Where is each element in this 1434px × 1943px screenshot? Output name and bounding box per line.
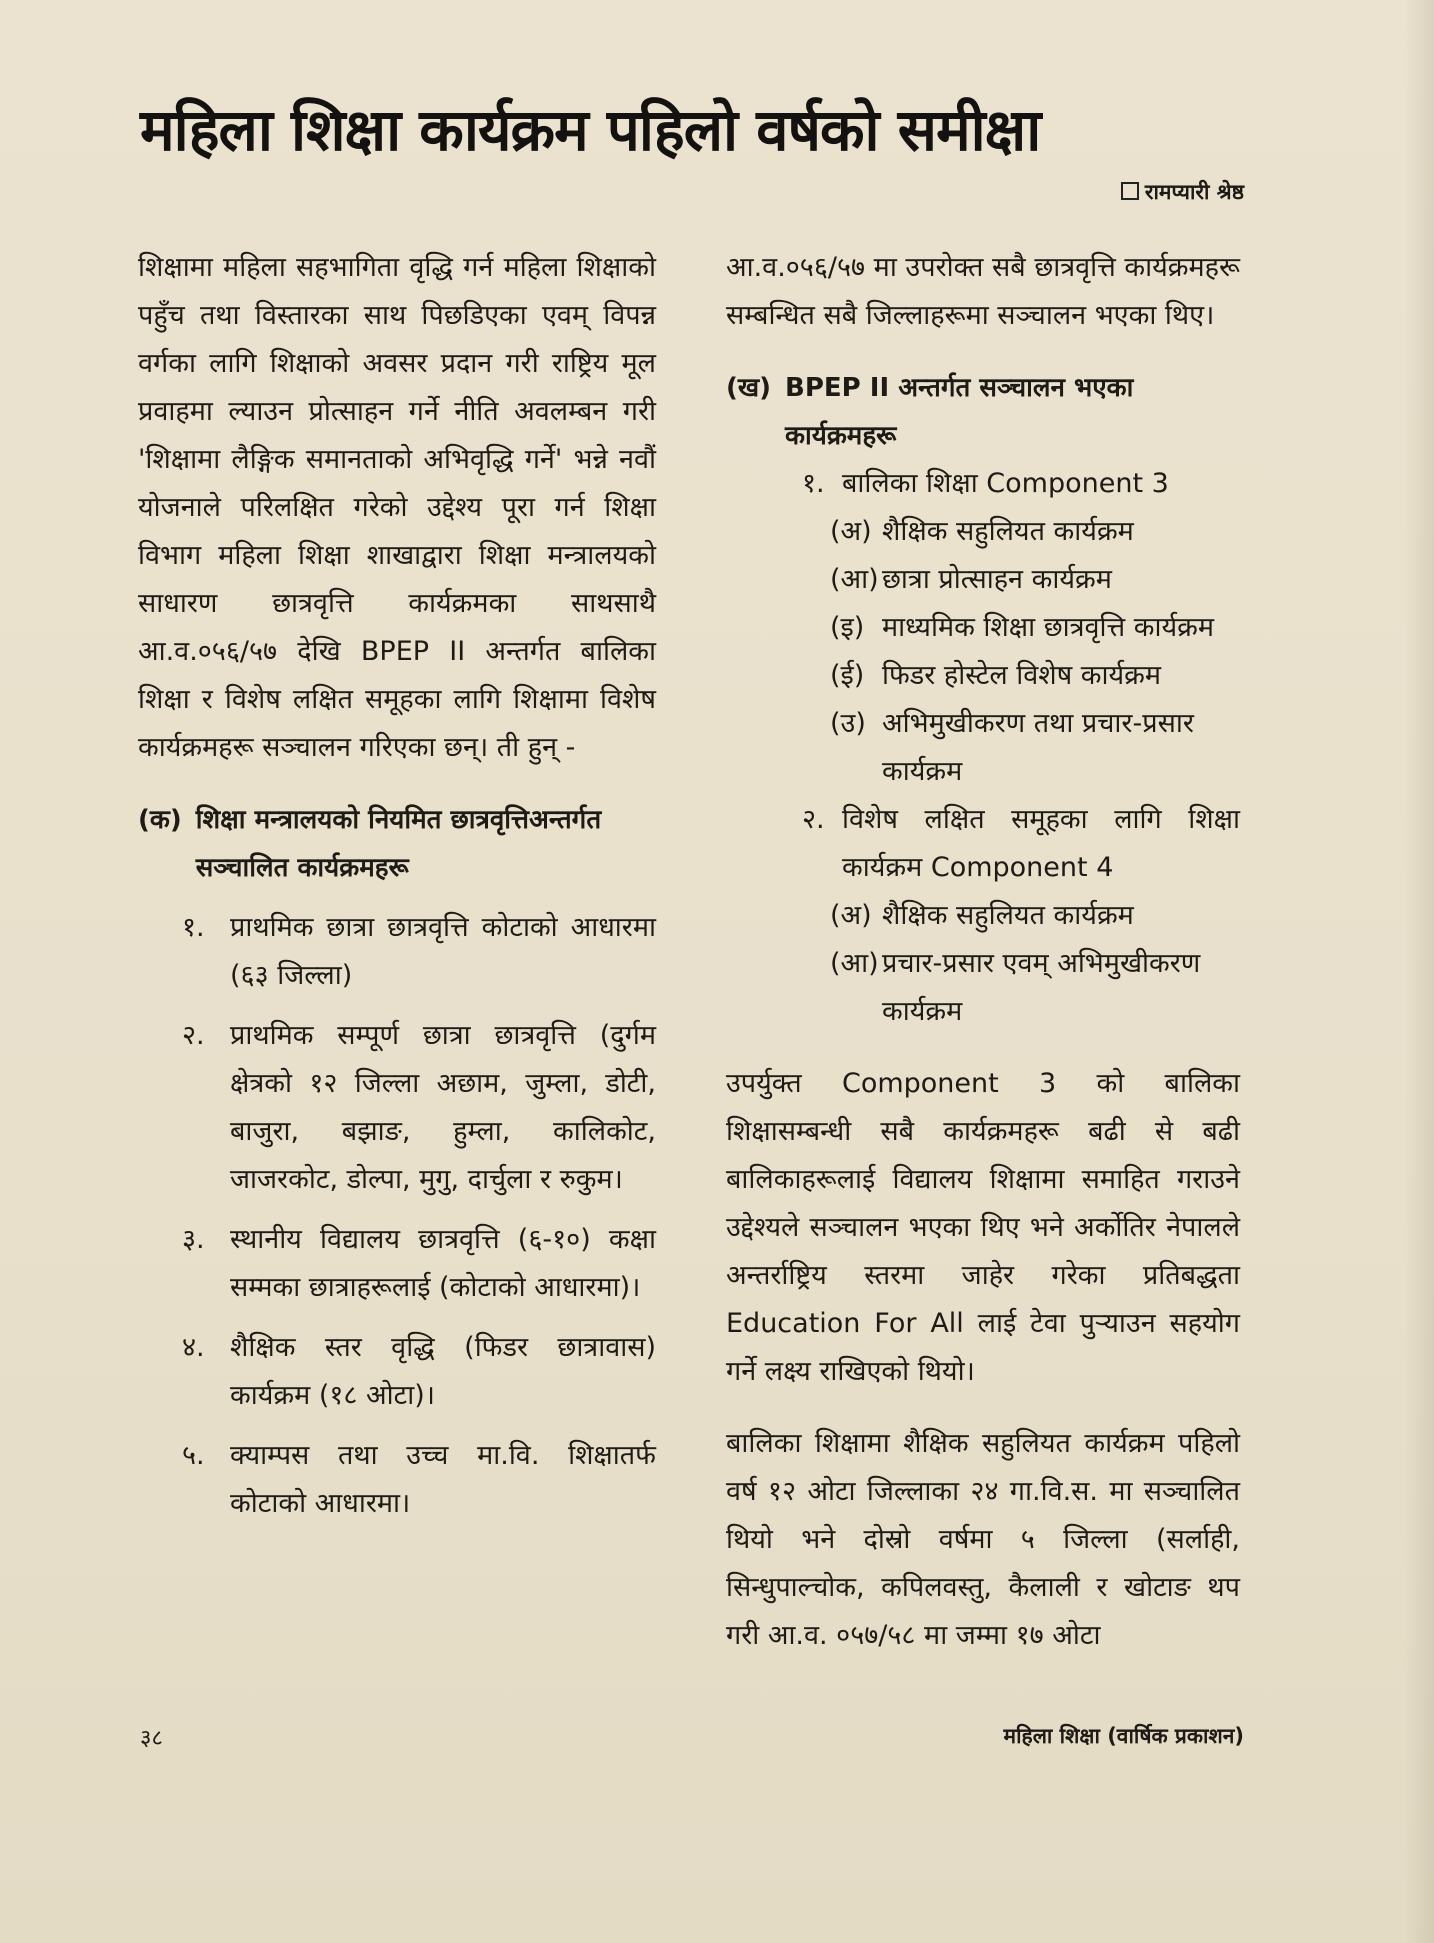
- page-number: ३८: [140, 1726, 163, 1751]
- section-marker: (क): [138, 805, 182, 835]
- list-marker: (अ): [830, 516, 872, 547]
- list-item: [830, 508, 1240, 556]
- list-item: [830, 700, 1240, 796]
- list-text: शैक्षिक सहुलियत कार्यक्रम: [882, 516, 1134, 547]
- list-text: फिडर होस्टेल विशेष कार्यक्रम: [882, 660, 1162, 691]
- list-item: [830, 556, 1240, 604]
- section-ka-heading: [138, 796, 656, 892]
- list-text: माध्यमिक शिक्षा छात्रवृत्ति कार्यक्रम: [882, 612, 1215, 643]
- list-number: २.: [182, 1020, 205, 1051]
- list-text: अभिमुखीकरण तथा प्रचार-प्रसार कार्यक्रम: [882, 708, 1194, 787]
- section-title: BPEP II अन्तर्गत सञ्चालन भएका कार्यक्रमहरू: [785, 373, 1134, 451]
- list-item: [830, 892, 1240, 940]
- list-item: [830, 604, 1240, 652]
- left-column: [138, 244, 656, 1528]
- list-marker: (उ): [830, 708, 866, 739]
- checkbox-bullet-icon: [1121, 182, 1139, 200]
- right-intro-paragraph: आ.व.०५६/५७ मा उपरोक्त सबै छात्रवृत्ति कार्यक्रमहरू सम्बन्धित सबै जिल्लाहरूमा सञ्चालन भएका थिए।: [726, 252, 1240, 331]
- page-edge-shadow: [1404, 0, 1434, 1943]
- list-marker: (इ): [830, 612, 865, 643]
- concession-paragraph: बालिका शिक्षामा शैक्षिक सहुलियत कार्यक्रम पहिलो वर्ष १२ ओटा जिल्लाका २४ गा.वि.स. मा सञ्चालित थियो भने दोस्रो वर्षमा ५ जिल्ला (सर्लाही, सिन्धुपाल्चोक, कपिलवस्तु, कैलाली र खोटाङ थप गरी आ.व. ०५७/५८ मा जम्मा १७ ओटा: [726, 1428, 1240, 1651]
- section-kha-heading: [726, 364, 1240, 460]
- list-text: बालिका शिक्षा Component 3: [842, 468, 1169, 499]
- component-3-group: [802, 460, 1240, 508]
- author-name: रामप्यारी श्रेष्ठ: [1144, 180, 1244, 204]
- list-text: छात्रा प्रोत्साहन कार्यक्रम: [882, 564, 1112, 595]
- list-item: [830, 940, 1240, 1036]
- list-item: [182, 1432, 656, 1528]
- component-3-paragraph: उपर्युक्त Component 3 को बालिका शिक्षासम्बन्धी सबै कार्यक्रमहरू बढी से बढी बालिकाहरूलाई विद्यालय शिक्षामा समाहित गराउने उद्देश्यले सञ्चालन भएका थिए भने अर्कोतिर नेपालले अन्तर्राष्ट्रिय स्तरमा जाहेर गरेका प्रतिबद्धता Education For All लाई टेवा पुऱ्याउन सहयोग गर्ने लक्ष्य राखिएको थियो।: [726, 1068, 1240, 1387]
- article-title: महिला शिक्षा कार्यक्रम पहिलो वर्षको समीक्षा: [140, 96, 1041, 164]
- list-number: ३.: [182, 1224, 205, 1255]
- author-byline: [1121, 178, 1244, 206]
- list-text: प्राथमिक सम्पूर्ण छात्रा छात्रवृत्ति (दुर्गम क्षेत्रको १२ जिल्ला अछाम, जुम्ला, डोटी, बाजुरा, बझाङ, हुम्ला, कालिकोट, जाजरकोट, डोल्पा, मुगु, दार्चुला र रुकुम।: [230, 1020, 656, 1195]
- list-text: शैक्षिक स्तर वृद्धि (फिडर छात्रावास) कार्यक्रम (१८ ओटा)।: [230, 1332, 656, 1411]
- list-text: क्याम्पस तथा उच्च मा.वि. शिक्षातर्फ कोटाको आधारमा।: [230, 1440, 656, 1519]
- list-item: [182, 1216, 656, 1312]
- list-number: १.: [182, 912, 205, 943]
- list-text: प्रचार-प्रसार एवम् अभिमुखीकरण कार्यक्रम: [882, 948, 1201, 1027]
- list-number: ५.: [182, 1440, 205, 1471]
- list-number: ४.: [182, 1332, 205, 1363]
- list-marker: (ई): [830, 660, 865, 691]
- publication-name: महिला शिक्षा (वार्षिक प्रकाशन): [1003, 1724, 1244, 1748]
- list-text: प्राथमिक छात्रा छात्रवृत्ति कोटाको आधारमा (६३ जिल्ला): [230, 912, 656, 991]
- section-title: शिक्षा मन्त्रालयको नियमित छात्रवृत्तिअन्तर्गत सञ्चालित कार्यक्रमहरू: [195, 805, 602, 883]
- list-text: शैक्षिक सहुलियत कार्यक्रम: [882, 900, 1134, 931]
- list-marker: (आ): [830, 948, 879, 979]
- list-marker: (अ): [830, 900, 872, 931]
- list-number: १.: [802, 468, 825, 499]
- list-text: विशेष लक्षित समूहका लागि शिक्षा कार्यक्रम Component 4: [842, 804, 1240, 883]
- list-number: २.: [802, 804, 825, 835]
- list-item: [182, 1012, 656, 1204]
- list-item: [830, 652, 1240, 700]
- intro-paragraph: शिक्षामा महिला सहभागिता वृद्धि गर्न महिला शिक्षाको पहुँच तथा विस्तारका साथ पिछडिएका एवम् विपन्न वर्गका लागि शिक्षाको अवसर प्रदान गरी राष्ट्रिय मूल प्रवाहमा ल्याउन प्रोत्साहन गर्ने नीति अवलम्बन गरी 'शिक्षामा लैङ्गिक समानताको अभिवृद्धि गर्ने' भन्ने नवौं योजनाले परिलक्षित गरेको उद्देश्य पूरा गर्न शिक्षा विभाग महिला शिक्षा शाखाद्वारा शिक्षा मन्त्रालयको साधारण छात्रवृत्ति कार्यक्रमका साथसाथै आ.व.०५६/५७ देखि BPEP II अन्तर्गत बालिका शिक्षा र विशेष लक्षित समूहका लागि शिक्षामा विशेष कार्यक्रमहरू सञ्चालन गरिएका छन्। ती हुन् -: [138, 252, 656, 763]
- right-column: [726, 244, 1240, 1660]
- section-marker: (ख): [726, 373, 772, 403]
- list-text: स्थानीय विद्यालय छात्रवृत्ति (६-१०) कक्षा सम्मका छात्राहरूलाई (कोटाको आधारमा)।: [230, 1224, 656, 1303]
- list-item: [182, 904, 656, 1000]
- list-marker: (आ): [830, 564, 879, 595]
- list-item: [182, 1324, 656, 1420]
- component-4-group: [802, 796, 1240, 892]
